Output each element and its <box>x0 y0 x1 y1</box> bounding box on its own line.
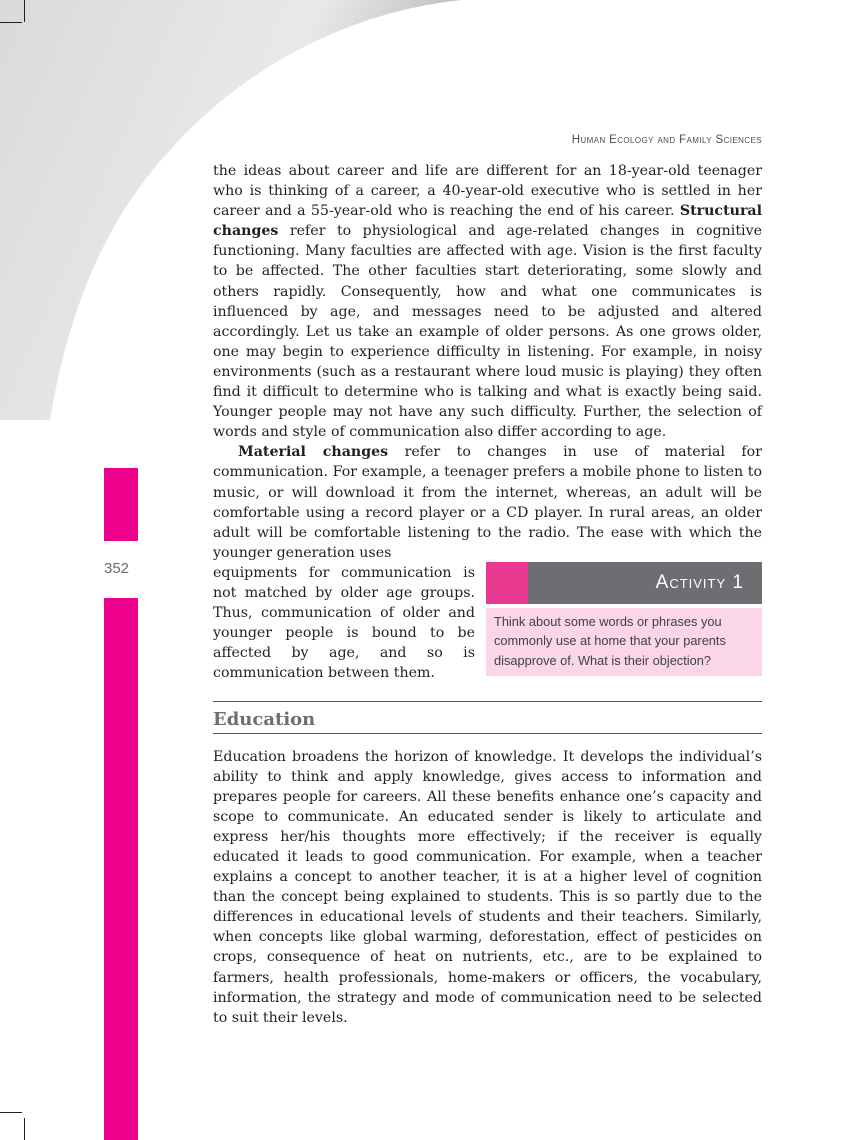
sidebar-bar-top <box>104 468 138 541</box>
section-heading-education: Education <box>213 709 316 731</box>
crop-mark-bottom-vertical <box>24 1118 25 1140</box>
crop-mark-top-vertical <box>24 0 25 22</box>
term-material-changes: Material changes <box>238 444 389 461</box>
activity-header-accent <box>486 562 528 604</box>
activity-title: Activity 1 <box>528 562 762 604</box>
crop-mark-bottom-horizontal <box>0 1112 22 1113</box>
wrapped-text-column <box>213 563 475 684</box>
paragraph-material-changes: Material changes refer to changes in use of material for communication. For example, a teenager prefers a mobile phone to listen to music, or will download it from the internet, whereas, an adult will be comfortable using a record player or a CD player. In rural areas, an older adult will be comfortable listening to the radio. The ease with which the younger generation uses <box>213 444 762 561</box>
main-content <box>213 161 762 1028</box>
term-structural-changes: Structural changes <box>213 203 762 240</box>
activity-header <box>486 562 762 604</box>
running-header-title: Human Ecology and Family Sciences <box>571 134 762 146</box>
sidebar-bar-bottom <box>104 598 138 1140</box>
paragraph-education: Education broadens the horizon of knowledge. It develops the individual’s ability to think and apply knowledge, gives access to information and prepares people for careers. All these benefits enhance one’s capacity and scope to communicate. An educated sender is likely to articulate and express her/his thoughts more effectively; if the receiver is equally educated it leads to good communication. For example, when a teacher explains a concept to another teacher, it is at a higher level of cognition than the concept being explained to students. This is so partly due to the differences in educational levels of students and their teachers. Similarly, when concepts like global warming, deforestation, effect of pesticides on crops, consequence of heat on nutrients, etc., are to be explained to farmers, health professionals, home-makers or officers, the vocabulary, information, the strategy and mode of communication need to be selected to suit their levels. <box>213 748 762 1026</box>
running-header <box>572 134 762 146</box>
activity-box <box>486 562 762 677</box>
paragraph-structural-changes: the ideas about career and life are different for an 18-year-old teenager who is thinking of a career, a 40-year-old executive who is settled in her career and a 55-year-old who is reaching the end of his career. Structural changes refer to physiological and age-related changes in cognitive functioning. Many faculties are affected with age. Vision is the first faculty to be affected. The other faculties start deteriorating, some slowly and others rapidly. Consequently, how and what one communicates is influenced by age, and messages need to be adjusted and altered accordingly. Let us take an example of older persons. As one grows older, one may begin to experience difficulty in listening. For example, in noisy environments (such as a restaurant where loud music is playing) they often find it difficult to determine who is talking and what is exactly being said. Younger people may not have any such difficulty. Further, the selection of words and style of communication also differ according to age. <box>213 163 762 441</box>
page-number: 352 <box>104 560 130 577</box>
section-rule-bottom <box>213 733 762 734</box>
crop-mark-top-horizontal <box>0 22 22 23</box>
activity-text: Think about some words or phrases you commonly use at home that your parents disapprove of. What is their objection? <box>486 608 762 677</box>
paragraph-wrap-continuation: equipments for communication is not matched by older age groups. Thus, communication of older and younger people is bound to be affected by age, and so is communication between them. <box>213 564 475 682</box>
